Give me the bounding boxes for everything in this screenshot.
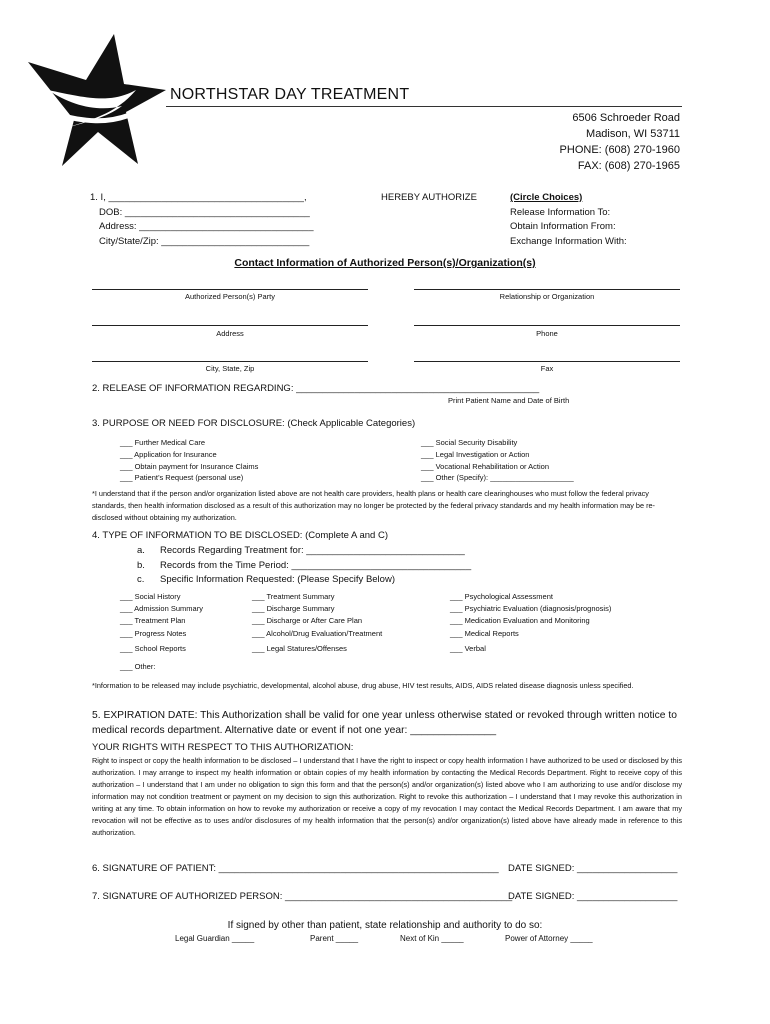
caption-city: City, State, Zip	[205, 364, 255, 373]
contact-heading: Contact Information of Authorized Person(s)/Organization(s)	[234, 257, 536, 269]
info-aftercare-plan[interactable]: ___ Discharge or After Care Plan	[252, 616, 363, 626]
address-line-2: Madison, WI 53711	[586, 128, 680, 140]
specific-info-requested: Specific Information Requested: (Please Specify Below)	[160, 574, 395, 586]
section-4-title: 4. TYPE OF INFORMATION TO BE DISCLOSED: (Complete A and C)	[92, 530, 388, 541]
purpose-ssd[interactable]: ___ Social Security Disability	[421, 438, 518, 447]
info-aoda-evaluation[interactable]: ___ Alcohol/Drug Evaluation/Treatment	[252, 628, 383, 638]
info-psychiatric-eval[interactable]: ___ Psychiatric Evaluation (diagnosis/prognosis)	[450, 604, 612, 614]
purpose-right-list	[421, 437, 574, 484]
patient-address-line[interactable]: Address: _________________________________	[99, 221, 314, 232]
sub-letter-c: c.	[137, 574, 145, 586]
info-progress-notes[interactable]: ___ Progress Notes	[120, 628, 187, 638]
relation-next-of-kin[interactable]: Next of Kin _____	[400, 934, 464, 943]
caption-phone: Phone	[536, 329, 558, 338]
patient-name-line[interactable]: 1. I, _____________________________________,	[90, 192, 307, 203]
caption-relationship: Relationship or Organization	[499, 292, 595, 301]
info-treatment-plan[interactable]: ___ Treatment Plan	[120, 616, 186, 626]
relation-parent[interactable]: Parent _____	[310, 934, 359, 943]
date-signed-authorized[interactable]: DATE SIGNED: ___________________	[508, 891, 678, 902]
info-medical-reports[interactable]: ___ Medical Reports	[450, 628, 519, 638]
date-signed-patient[interactable]: DATE SIGNED: ___________________	[508, 863, 678, 874]
org-name: NORTHSTAR DAY TREATMENT	[170, 86, 410, 103]
section-4-sub-items	[160, 544, 471, 588]
purpose-further-care[interactable]: ___ Further Medical Care	[120, 438, 206, 447]
info-school-reports[interactable]: ___ School Reports	[120, 644, 186, 653]
address-line[interactable]	[92, 325, 368, 326]
section-2-caption: Print Patient Name and Date of Birth	[448, 396, 570, 405]
org-fax: FAX: (608) 270-1965	[577, 160, 680, 172]
sub-letter-a: a.	[137, 545, 145, 556]
hereby-authorize: HEREBY AUTHORIZE	[381, 192, 477, 203]
rights-text: Right to inspect or copy the health information to be disclosed – I understand that I have the right to inspect or copy health information I have authorized to be used or disclosed by this authorization. I may arrange to inspect my health information or obtain copies of my health information by contacting the Medical Records Department. Right to receive copy of this authorization – I understand that I am under no obligation to sign this form and that the person(s) and/or organization(s) listed above who I am authorizing to use and/or disclose my information may not condition treatment or payment on my decision to sign this authorization. Right to revoke this authorization – I understand that I may revoke this authorization in writing at any time. To obtain information on how to revoke my authorization or receive a copy of my revocation I may contact the Medical Records Department. I am aware that my revocation will not be effective as to uses and/or disclosures of my health information that the person(s) and/or organization(s) listed above have already made in reference to this authorization.	[92, 756, 682, 837]
purpose-left-list	[120, 437, 258, 484]
purpose-other[interactable]: ___ Other (Specify): ____________________	[421, 473, 574, 483]
org-address	[560, 110, 680, 174]
purpose-vocational[interactable]: ___ Vocational Rehabilitation or Action	[421, 461, 550, 471]
purpose-legal[interactable]: ___ Legal Investigation or Action	[421, 449, 530, 459]
purpose-patient-request[interactable]: ___ Patient’s Request (personal use)	[120, 473, 244, 483]
info-other[interactable]: ___ Other:	[120, 662, 156, 671]
rights-title: YOUR RIGHTS WITH RESPECT TO THIS AUTHORIZATION:	[92, 742, 354, 753]
choice-release[interactable]: Release Information To:	[510, 207, 611, 218]
signature-patient[interactable]: 6. SIGNATURE OF PATIENT: _____________________________________________________	[92, 863, 499, 874]
section-2-release[interactable]: 2. RELEASE OF INFORMATION REGARDING: ______________________________________________	[92, 383, 540, 394]
info-verbal[interactable]: ___ Verbal	[450, 644, 486, 653]
purpose-insurance-app[interactable]: ___ Application for Insurance	[120, 449, 217, 459]
section-3-title: 3. PURPOSE OR NEED FOR DISCLOSURE: (Check Applicable Categories)	[92, 418, 416, 429]
info-legal-statures[interactable]: ___ Legal Statures/Offenses	[252, 644, 347, 653]
info-medication-eval[interactable]: ___ Medication Evaluation and Monitoring	[450, 616, 590, 626]
city-line[interactable]	[92, 361, 368, 362]
northstar-logo	[26, 32, 166, 172]
info-col-2	[252, 591, 382, 640]
info-social-history[interactable]: ___ Social History	[120, 592, 181, 601]
info-psych-assessment[interactable]: ___ Psychological Assessment	[450, 592, 553, 601]
caption-party: Authorized Person(s) Party	[184, 292, 276, 301]
section-5-expiration[interactable]: 5. EXPIRATION DATE: This Authorization shall be valid for one year unless otherwise stated or revoked through written notice to medical records department. Alternative date or event if not one year: _______________	[92, 710, 677, 736]
title-divider	[166, 106, 682, 107]
choice-obtain[interactable]: Obtain Information From:	[510, 221, 616, 232]
info-admission-summary[interactable]: ___ Admission Summary	[120, 604, 203, 614]
relationship-note: If signed by other than patient, state relationship and authority to do so:	[227, 920, 543, 931]
relation-legal-guardian[interactable]: Legal Guardian _____	[175, 934, 255, 943]
purpose-insurance-claims[interactable]: ___ Obtain payment for Insurance Claims	[120, 461, 259, 471]
fax-line[interactable]	[414, 361, 680, 362]
address-line-1: 6506 Schroeder Road	[572, 112, 680, 124]
info-col-1	[120, 591, 203, 640]
records-treatment-for[interactable]: Records Regarding Treatment for: ______________________________	[160, 545, 465, 556]
relation-power-of-attorney[interactable]: Power of Attorney _____	[505, 934, 593, 943]
caption-address: Address	[216, 329, 244, 338]
choice-exchange[interactable]: Exchange Information With:	[510, 236, 627, 247]
party-line[interactable]	[92, 289, 368, 290]
info-col-3	[450, 591, 611, 640]
patient-dob-line[interactable]: DOB: ___________________________________	[99, 207, 310, 218]
info-treatment-summary[interactable]: ___ Treatment Summary	[252, 592, 335, 601]
section-4-sub-letters	[137, 544, 145, 588]
patient-city-line[interactable]: City/State/Zip: ____________________________	[99, 236, 310, 247]
circle-choices-title: (Circle Choices)	[510, 192, 583, 203]
relationship-line[interactable]	[414, 289, 680, 290]
phone-line[interactable]	[414, 325, 680, 326]
info-discharge-summary[interactable]: ___ Discharge Summary	[252, 604, 335, 614]
signature-authorized[interactable]: 7. SIGNATURE OF AUTHORIZED PERSON: ___________________________________________	[92, 891, 513, 902]
section-3-note: *I understand that if the person and/or organization listed above are not health care providers, health plans or health care clearinghouses who must follow the federal privacy standards, then health information disclosed as a result of this authorization may no longer be protected by the federal privacy standards and my health information may be re-disclosed without obtaining my authorization.	[92, 489, 655, 522]
section-4-note: *Information to be released may include psychiatric, developmental, alcohol abuse, drug abuse, HIV test results, AIDS, AIDS related disease diagnosis unless specified.	[92, 681, 634, 690]
org-phone: PHONE: (608) 270-1960	[559, 144, 680, 156]
records-time-period[interactable]: Records from the Time Period: __________________________________	[160, 559, 472, 571]
sub-letter-b: b.	[137, 559, 145, 571]
caption-fax: Fax	[540, 364, 554, 373]
